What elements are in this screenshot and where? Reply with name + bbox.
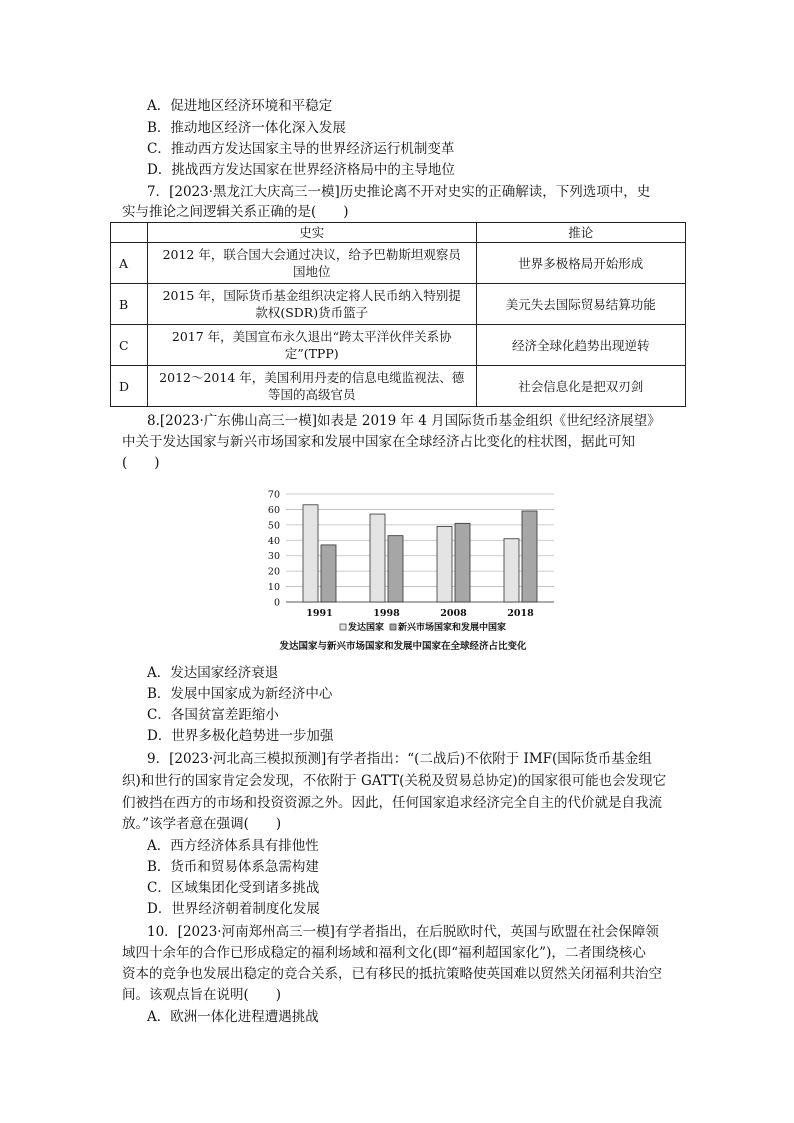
q7-table — [110, 222, 686, 407]
table-header-blank — [111, 223, 148, 243]
q9-stem-line4: 放。”该学者意在强调( ) — [122, 816, 282, 832]
y-tick-label: 20 — [267, 566, 280, 578]
q10-stem-line1: 10．[2023·河南郑州高三一模]有学者指出，在后脱欧时代，英国与欧盟在社会保障领 — [147, 924, 659, 940]
y-tick-label: 40 — [267, 535, 280, 547]
y-tick-label: 30 — [267, 551, 280, 563]
q9-stem-line1: 9．[2023·河北高三模拟预测]有学者指出：“(二战后)不依附于 IMF(国际货币基金组 — [147, 751, 652, 767]
chart-caption: 发达国家与新兴市场国家和发展中国家在全球经济占比变化 — [279, 641, 527, 652]
bar — [388, 536, 403, 602]
row-label: C — [111, 325, 148, 366]
q6-option-a: A．促进地区经济环境和平稳定 — [147, 98, 333, 114]
row-label: A — [111, 243, 148, 284]
q8-option-c: C．各国贫富差距缩小 — [147, 707, 279, 723]
bar — [455, 523, 470, 602]
q6-option-d: D．挑战西方发达国家在世界经济格局中的主导地位 — [147, 162, 455, 178]
row-inference: 世界多极格局开始形成 — [476, 243, 685, 284]
table-header-inference: 推论 — [476, 223, 685, 243]
y-tick-label: 10 — [267, 582, 280, 594]
q8-stem-line2: 中关于发达国家与新兴市场国家和发展中国家在全球经济占比变化的柱状图，据此可知 — [122, 434, 635, 450]
table-row — [111, 243, 686, 284]
row-label: D — [111, 366, 148, 407]
q10-stem-line3: 资本的竞争也发展出稳定的竞合关系，已有移民的抵抗策略使英国难以贸然关闭福利共治空 — [122, 966, 662, 982]
bar — [504, 539, 519, 602]
bar — [370, 514, 385, 602]
q9-option-d: D．世界经济朝着制度化发展 — [147, 901, 320, 917]
row-fact: 2017 年，美国宣布永久退出“跨太平洋伙伴关系协 定”(TPP) — [147, 325, 476, 366]
table-row — [111, 325, 686, 366]
q7-stem-line1: 7．[2023·黑龙江大庆高三一模]历史推论离不开对史实的正确解读，下列选项中，史 — [147, 184, 651, 200]
y-tick-label: 70 — [267, 489, 280, 501]
bar-chart — [248, 482, 558, 654]
y-tick-label: 60 — [267, 504, 280, 516]
q9-option-c: C．区域集团化受到诸多挑战 — [147, 880, 320, 896]
bar — [303, 505, 318, 602]
y-tick-label: 0 — [273, 597, 280, 609]
bar — [522, 511, 537, 602]
legend-swatch — [340, 624, 346, 630]
x-tick-label: 1998 — [373, 608, 400, 619]
q8-stem-line1: 8.[2023·广东佛山高三一模]如表是 2019 年 4 月国际货币基金组织《世纪经济展望》 — [147, 413, 661, 429]
row-fact: 2012 年，联合国大会通过决议，给予巴勒斯坦观察员 国地位 — [147, 243, 476, 284]
q9-option-a: A．西方经济体系具有排他性 — [147, 838, 319, 854]
row-inference: 社会信息化是把双刃剑 — [476, 366, 685, 407]
q8-stem-line3: ( ) — [122, 455, 160, 471]
row-label: B — [111, 284, 148, 325]
x-tick-label: 2008 — [440, 608, 467, 619]
bar — [437, 526, 452, 602]
q9-stem-line3: 们被挡在西方的市场和投资资源之外。因此，任何国家追求经济完全自主的代价就是自我流 — [122, 795, 662, 811]
x-tick-label: 2018 — [507, 608, 534, 619]
q8-option-d: D．世界多极化趋势进一步加强 — [147, 728, 334, 744]
q8-option-b: B．发展中国家成为新经济中心 — [147, 686, 333, 702]
row-inference: 美元失去国际贸易结算功能 — [476, 284, 685, 325]
table-row — [111, 284, 686, 325]
row-fact: 2015 年，国际货币基金组织决定将人民币纳入特别提 款权(SDR)货币篮子 — [147, 284, 476, 325]
table-row — [111, 366, 686, 407]
q9-option-b: B．货币和贸易体系急需构建 — [147, 859, 319, 875]
q10-stem-line4: 间。该观点旨在说明( ) — [122, 987, 282, 1003]
row-inference: 经济全球化趋势出现逆转 — [476, 325, 685, 366]
legend-swatch — [390, 624, 396, 630]
table-header-fact: 史实 — [147, 223, 476, 243]
legend-label: 新兴市场国家和发展中国家 — [398, 623, 507, 633]
q6-option-b: B．推动地区经济一体化深入发展 — [147, 120, 346, 136]
row-fact: 2012～2014 年，美国利用丹麦的信息电缆监视法、德 等国的高级官员 — [147, 366, 476, 407]
bar — [321, 545, 336, 602]
y-tick-label: 50 — [267, 520, 280, 532]
q10-stem-line2: 域四十余年的合作已形成稳定的福利场域和福利文化(即“福利超国家化”)，二者围绕核心 — [122, 945, 646, 961]
q7-stem-line2: 实与推论之间逻辑关系正确的是( ) — [122, 204, 349, 220]
q10-option-a: A．欧洲一体化进程遭遇挑战 — [147, 1009, 319, 1025]
q9-stem-line2: 织)和世行的国家肯定会发现，不依附于 GATT(关税及贸易总协定)的国家很可能也会发现它 — [122, 773, 667, 789]
q8-option-a: A．发达国家经济衰退 — [147, 665, 279, 681]
q6-option-c: C．推动西方发达国家主导的世界经济运行机制变革 — [147, 141, 455, 157]
x-tick-label: 1991 — [306, 608, 333, 619]
legend-label: 发达国家 — [348, 623, 385, 633]
